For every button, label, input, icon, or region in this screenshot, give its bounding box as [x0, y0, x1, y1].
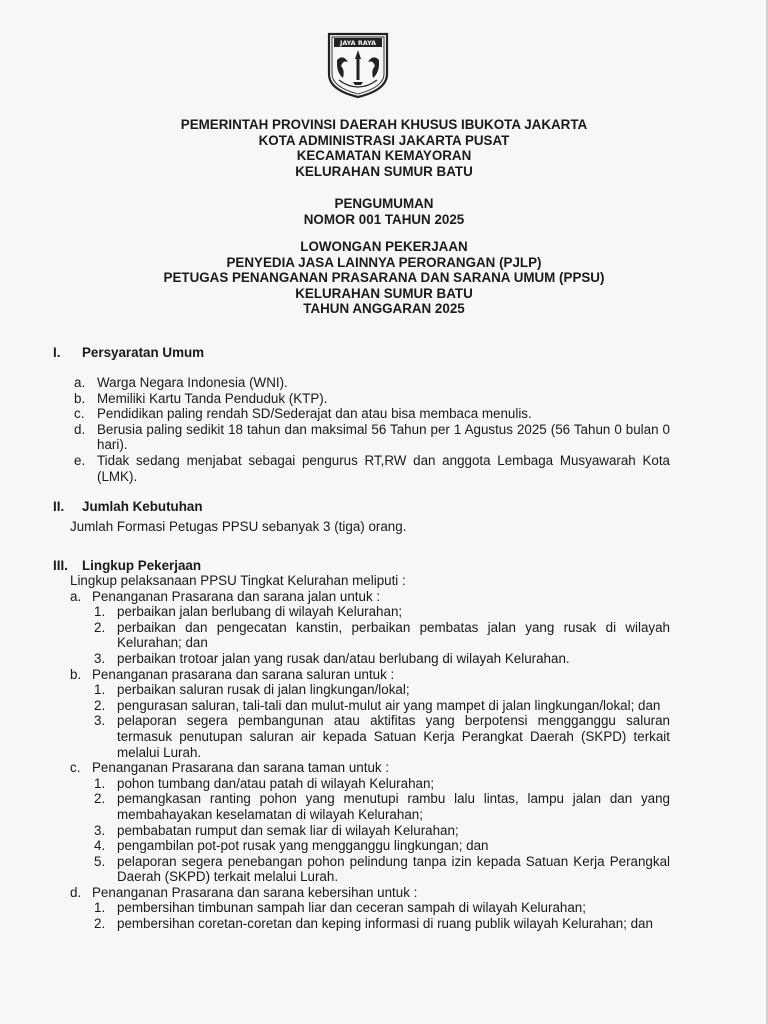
list-item: [94, 776, 670, 792]
list-item: [94, 791, 670, 822]
requirements-list: [74, 375, 670, 484]
subsection-title: Penanganan Prasarana dan sarana taman untuk :: [92, 760, 390, 776]
scope-subsection-roads: [70, 589, 670, 667]
section-heading-quota: [53, 499, 203, 514]
list-marker: c.: [74, 406, 85, 422]
section-heading-requirements: [53, 345, 204, 360]
section-number: II.: [53, 499, 65, 514]
list-item: [94, 838, 670, 854]
section-number: I.: [53, 345, 61, 360]
list-marker: 3.: [94, 650, 106, 666]
list-item-text: Warga Negara Indonesia (WNI).: [97, 375, 288, 390]
list-item: [74, 422, 670, 453]
announcement-number-line: NOMOR 001 TAHUN 2025: [303, 211, 465, 227]
list-marker: 3.: [94, 822, 106, 838]
list-marker: 2.: [94, 791, 106, 807]
subject-line: PETUGAS PENANGANAN PRASARANA DAN SARANA UMUM (PPSU): [163, 270, 605, 286]
emblem-motto: JAYA RAYA: [339, 39, 377, 48]
letterhead-line: PEMERINTAH PROVINSI DAERAH KHUSUS IBUKOTA JAKARTA: [180, 117, 588, 132]
list-item-text: pembabatan rumput dan semak liar di wilayah Kelurahan;: [117, 822, 459, 838]
list-item-text: perbaikan saluran rusak di jalan lingkungan/lokal;: [117, 682, 410, 698]
list-marker: a.: [74, 375, 86, 390]
list-item: [94, 900, 670, 916]
list-marker: e.: [74, 452, 86, 468]
list-item: [74, 406, 670, 422]
list-marker: 3.: [94, 713, 106, 729]
list-marker: 4.: [94, 838, 106, 854]
section-heading-scope: [53, 558, 201, 573]
subsection-title: Penanganan Prasarana dan sarana kebersihan untuk :: [92, 884, 418, 900]
scope-intro: Lingkup pelaksanaan PPSU Tingkat Kelurahan meliputi :: [70, 573, 406, 588]
list-item: [94, 854, 670, 885]
list-item: [74, 391, 670, 407]
list-marker: d.: [74, 421, 86, 437]
list-item-text: pelaporan segera pembangunan atau aktifitas yang berpotensi mengganggu saluran termasuk penutupan saluran air kepada Satuan Kerja Perangkat Daerah (SKPD) terkait melalui Lurah.: [117, 713, 670, 760]
list-item-text: Tidak sedang menjabat sebagai pengurus RT,RW dan anggota Lembaga Musyawarah Kota (LMK).: [97, 452, 670, 484]
list-marker: b.: [70, 666, 82, 682]
scope-subsection-cleanliness: [70, 885, 670, 932]
scope-subsection-parks: [70, 760, 670, 885]
list-item: [94, 823, 670, 839]
section-title: Jumlah Kebutuhan: [82, 499, 203, 514]
list-marker: 2.: [94, 697, 106, 713]
list-item: [94, 651, 670, 667]
list-marker: 2.: [94, 619, 106, 635]
scope-body: [70, 573, 670, 932]
list-item: [94, 682, 670, 698]
jaya-raya-emblem-icon: [323, 30, 393, 100]
list-marker: c.: [70, 760, 81, 776]
list-item: [74, 453, 670, 484]
list-item: [94, 916, 670, 932]
subsection-title: Penanganan prasarana dan sarana saluran untuk :: [92, 666, 395, 682]
list-item-text: Memiliki Kartu Tanda Penduduk (KTP).: [97, 390, 328, 406]
list-item-text: pemangkasan ranting pohon yang menutupi rambu lalu lintas, lampu jalan dan yang membahayakan keselamatan di wilayah Kelurahan;: [117, 791, 670, 822]
subject-line: PENYEDIA JASA LAINNYA PERORANGAN (PJLP): [226, 254, 542, 270]
list-item-text: perbaikan dan pengecatan kanstin, perbaikan pembatas jalan yang rusak di wilayah Kelurahan; dan: [117, 619, 670, 651]
list-marker: b.: [74, 390, 86, 406]
subject-line: KELURAHAN SUMUR BATU: [295, 285, 473, 301]
section-number: III.: [53, 558, 68, 573]
subsection-title: Penanganan Prasarana dan sarana jalan untuk :: [92, 588, 381, 604]
list-item-text: pengambilan pot-pot rusak yang mengganggu lingkungan; dan: [117, 838, 489, 854]
announcement-subject: [100, 239, 668, 317]
list-item-text: pembersihan coretan-coretan dan keping informasi di ruang publik wilayah Kelurahan; dan: [117, 916, 653, 932]
quota-text: Jumlah Formasi Petugas PPSU sebanyak 3 (tiga) orang.: [70, 519, 407, 534]
subject-line: LOWONGAN PEKERJAAN: [300, 239, 468, 254]
list-item: [94, 620, 670, 651]
list-item: [94, 713, 670, 760]
list-item-text: perbaikan trotoar jalan yang rusak dan/atau berlubang di wilayah Kelurahan.: [117, 650, 570, 666]
section-title: Lingkup Pekerjaan: [82, 558, 202, 573]
list-marker: 1.: [94, 775, 106, 791]
letterhead-line: KELURAHAN SUMUR BATU: [295, 163, 473, 179]
list-marker: 5.: [94, 853, 106, 869]
subject-line: TAHUN ANGGARAN 2025: [303, 301, 465, 317]
list-marker: a.: [70, 588, 82, 604]
list-item-text: pengurasan saluran, tali-tali dan mulut-mulut air yang mampet di jalan lingkungan/lokal; dan: [117, 697, 661, 713]
list-item: [94, 698, 670, 714]
list-marker: 2.: [94, 916, 106, 932]
list-marker: 1.: [94, 900, 106, 916]
list-item: [94, 604, 670, 620]
list-item-text: pelaporan segera penebangan pohon pelindung tanpa izin kepada Satuan Kerja Perangkal Daerah (SKPD) terkait melalui Lurah.: [117, 853, 670, 885]
announcement-number: [100, 196, 668, 227]
list-item-text: pohon tumbang dan/atau patah di wilayah Kelurahan;: [117, 775, 435, 791]
section-title: Persyaratan Umum: [82, 345, 205, 360]
list-marker: 1.: [94, 682, 106, 698]
announcement-title: PENGUMUMAN: [334, 196, 434, 211]
letterhead-line: KECAMATAN KEMAYORAN: [296, 148, 472, 164]
list-item-text: pembersihan timbunan sampah liar dan ceceran sampah di wilayah Kelurahan;: [117, 900, 586, 916]
scope-subsection-drainage: [70, 667, 670, 761]
list-marker: 1.: [94, 604, 106, 620]
letterhead: [100, 117, 668, 179]
list-item-text: Berusia paling sedikit 18 tahun dan maksimal 56 Tahun per 1 Agustus 2025 (56 Tahun 0 bulan 0 hari).: [97, 421, 670, 453]
list-item: [74, 375, 670, 391]
list-item-text: Pendidikan paling rendah SD/Sederajat dan atau bisa membaca menulis.: [97, 406, 532, 422]
list-marker: d.: [70, 884, 82, 900]
list-item-text: perbaikan jalan berlubang di wilayah Kelurahan;: [117, 604, 403, 620]
letterhead-line: KOTA ADMINISTRASI JAKARTA PUSAT: [258, 132, 510, 148]
